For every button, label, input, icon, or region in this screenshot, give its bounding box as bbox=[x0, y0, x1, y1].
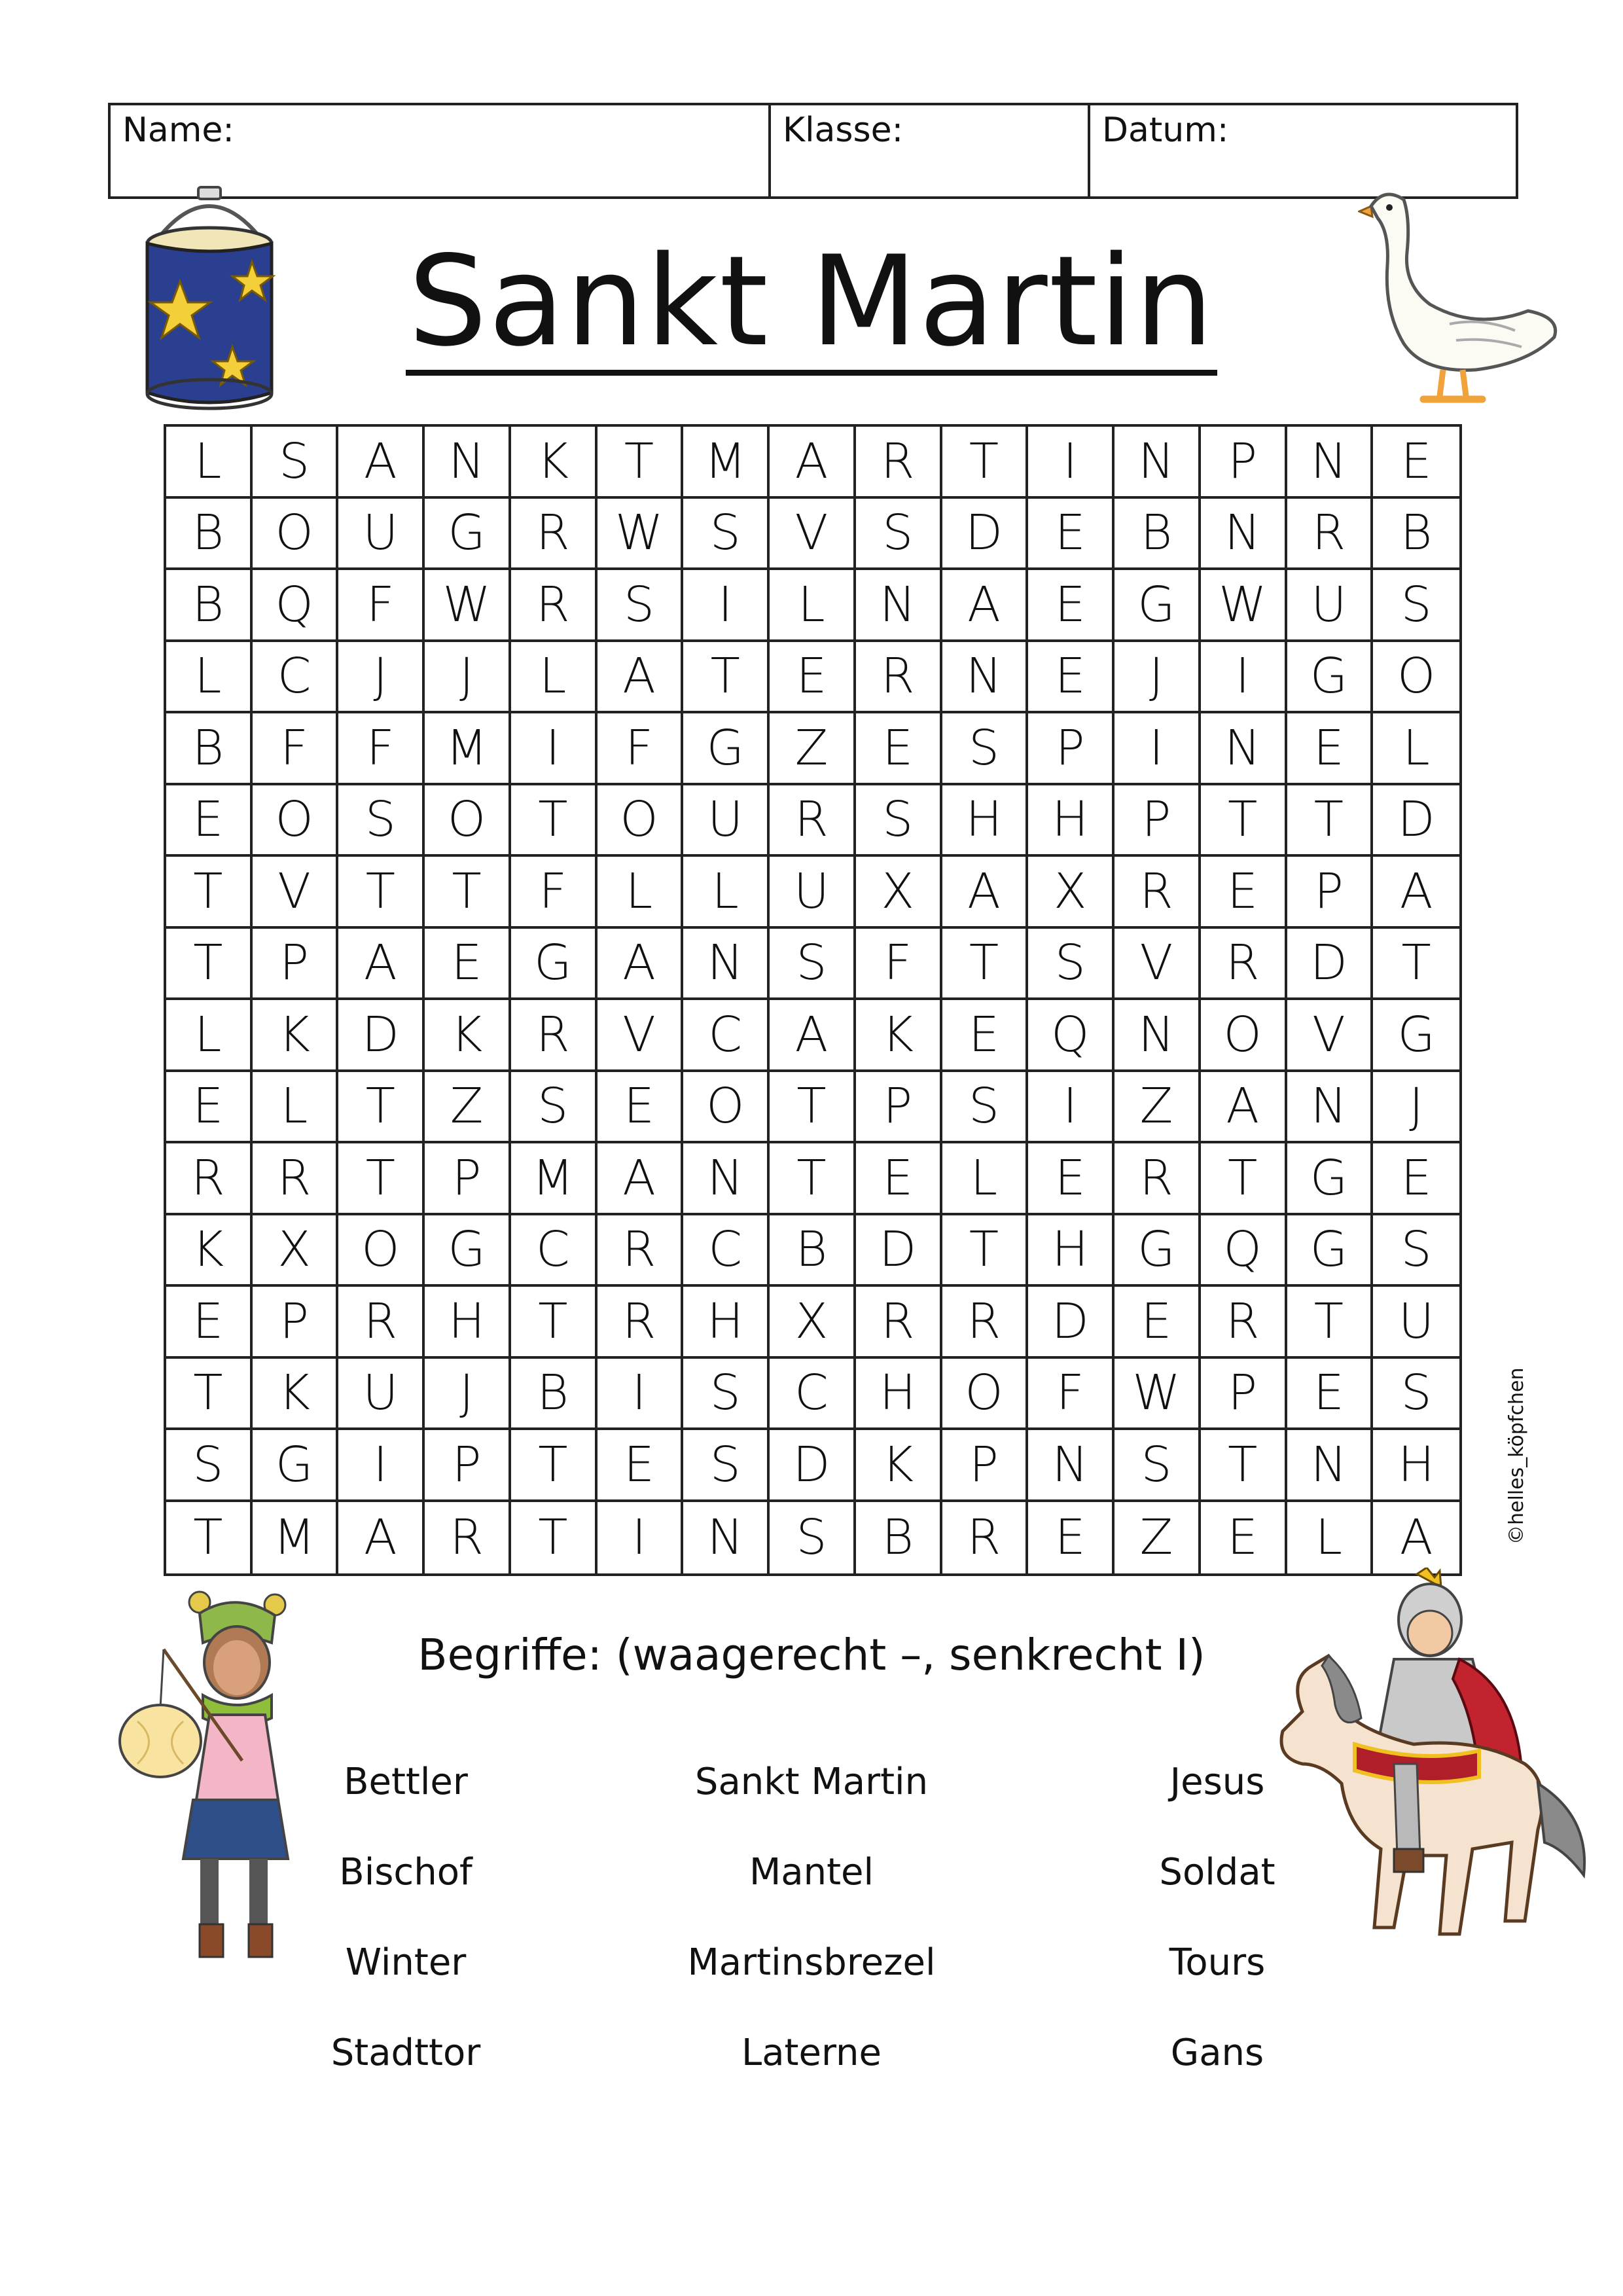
grid-cell[interactable]: I bbox=[683, 570, 770, 642]
grid-cell[interactable]: R bbox=[856, 427, 942, 499]
grid-cell[interactable]: T bbox=[166, 1359, 253, 1431]
grid-cell[interactable]: A bbox=[338, 929, 425, 1001]
grid-cell[interactable]: S bbox=[770, 929, 856, 1001]
grid-cell[interactable]: R bbox=[1201, 929, 1287, 1001]
grid-cell[interactable]: S bbox=[942, 1072, 1029, 1144]
grid-cell[interactable]: N bbox=[1115, 427, 1201, 499]
grid-cell[interactable]: B bbox=[166, 499, 253, 571]
grid-cell[interactable]: T bbox=[338, 1072, 425, 1144]
grid-cell[interactable]: K bbox=[253, 1000, 339, 1072]
grid-cell[interactable]: R bbox=[1201, 1287, 1287, 1359]
grid-cell[interactable]: A bbox=[338, 427, 425, 499]
grid-cell[interactable]: O bbox=[942, 1359, 1029, 1431]
grid-cell[interactable]: E bbox=[1201, 857, 1287, 929]
word-list-item: Bettler bbox=[344, 1761, 468, 1803]
grid-cell[interactable]: V bbox=[253, 857, 339, 929]
word-list-item: Stadttor bbox=[330, 2032, 481, 2074]
grid-cell[interactable]: T bbox=[1373, 929, 1459, 1001]
grid-cell[interactable]: V bbox=[770, 499, 856, 571]
grid-cell[interactable]: R bbox=[942, 1502, 1029, 1574]
grid-cell[interactable]: J bbox=[1115, 642, 1201, 714]
grid-cell[interactable]: L bbox=[770, 570, 856, 642]
grid-cell[interactable]: B bbox=[511, 1359, 597, 1431]
grid-cell[interactable]: S bbox=[1373, 1359, 1459, 1431]
grid-cell[interactable]: C bbox=[683, 1000, 770, 1072]
word-list-item: Soldat bbox=[1159, 1851, 1275, 1893]
grid-cell[interactable]: C bbox=[511, 1215, 597, 1287]
grid-cell[interactable]: G bbox=[1287, 1215, 1374, 1287]
grid-cell[interactable]: F bbox=[856, 929, 942, 1001]
grid-cell[interactable]: L bbox=[1373, 713, 1459, 785]
grid-cell[interactable]: E bbox=[942, 1000, 1029, 1072]
grid-cell[interactable]: I bbox=[1028, 427, 1115, 499]
grid-cell[interactable]: V bbox=[1287, 1000, 1374, 1072]
grid-cell[interactable]: J bbox=[1373, 1072, 1459, 1144]
grid-cell[interactable]: H bbox=[1028, 785, 1115, 857]
grid-cell[interactable]: E bbox=[1028, 1143, 1115, 1215]
grid-cell[interactable]: P bbox=[425, 1143, 511, 1215]
grid-cell[interactable]: T bbox=[942, 1215, 1029, 1287]
word-list-item: Martinsbrezel bbox=[687, 1941, 936, 1984]
grid-cell[interactable]: D bbox=[942, 499, 1029, 571]
grid-cell[interactable]: B bbox=[770, 1215, 856, 1287]
grid-cell[interactable]: T bbox=[166, 1502, 253, 1574]
grid-cell[interactable]: V bbox=[597, 1000, 684, 1072]
grid-cell[interactable]: E bbox=[1201, 1502, 1287, 1574]
grid-cell[interactable]: L bbox=[683, 857, 770, 929]
datum-label: Datum: bbox=[1102, 111, 1229, 150]
grid-cell[interactable]: P bbox=[1201, 427, 1287, 499]
grid-cell[interactable]: G bbox=[1287, 1143, 1374, 1215]
grid-cell[interactable]: W bbox=[1201, 570, 1287, 642]
grid-cell[interactable]: M bbox=[425, 713, 511, 785]
grid-cell[interactable]: N bbox=[1028, 1430, 1115, 1502]
grid-cell[interactable]: N bbox=[683, 1502, 770, 1574]
grid-cell[interactable]: E bbox=[166, 785, 253, 857]
grid-cell[interactable]: B bbox=[166, 570, 253, 642]
grid-cell[interactable]: S bbox=[1115, 1430, 1201, 1502]
grid-cell[interactable]: B bbox=[856, 1502, 942, 1574]
grid-cell[interactable]: W bbox=[1115, 1359, 1201, 1431]
credit-text: ©helles_köpfchen bbox=[1505, 1367, 1528, 1545]
grid-cell[interactable]: S bbox=[770, 1502, 856, 1574]
grid-cell[interactable]: O bbox=[338, 1215, 425, 1287]
word-list-item: Gans bbox=[1170, 2032, 1264, 2074]
grid-cell[interactable]: T bbox=[1201, 785, 1287, 857]
grid-cell[interactable]: O bbox=[1373, 642, 1459, 714]
grid-cell[interactable]: B bbox=[1373, 499, 1459, 571]
grid-cell[interactable]: S bbox=[253, 427, 339, 499]
grid-cell[interactable]: C bbox=[683, 1215, 770, 1287]
grid-cell[interactable]: N bbox=[1287, 1430, 1374, 1502]
grid-cell[interactable]: L bbox=[942, 1143, 1029, 1215]
grid-cell[interactable]: P bbox=[253, 1287, 339, 1359]
grid-cell[interactable]: P bbox=[1115, 785, 1201, 857]
grid-cell[interactable]: A bbox=[770, 1000, 856, 1072]
grid-cell[interactable]: K bbox=[856, 1000, 942, 1072]
grid-cell[interactable]: T bbox=[511, 785, 597, 857]
grid-cell[interactable]: M bbox=[511, 1143, 597, 1215]
word-list-item: Winter bbox=[345, 1941, 467, 1984]
grid-cell[interactable]: L bbox=[511, 642, 597, 714]
grid-cell[interactable]: E bbox=[1028, 570, 1115, 642]
grid-cell[interactable]: R bbox=[338, 1287, 425, 1359]
grid-cell[interactable]: G bbox=[425, 499, 511, 571]
klasse-field[interactable] bbox=[768, 105, 1088, 196]
word-list-heading: Begriffe: (waagerecht –, senkrecht I) bbox=[418, 1630, 1205, 1680]
grid-cell[interactable]: G bbox=[1287, 642, 1374, 714]
grid-cell[interactable]: I bbox=[1201, 642, 1287, 714]
grid-cell[interactable]: I bbox=[597, 1502, 684, 1574]
grid-cell[interactable]: L bbox=[597, 857, 684, 929]
grid-cell[interactable]: H bbox=[1028, 1215, 1115, 1287]
grid-cell[interactable]: R bbox=[511, 570, 597, 642]
grid-cell[interactable]: S bbox=[856, 785, 942, 857]
grid-cell[interactable]: N bbox=[425, 427, 511, 499]
grid-cell[interactable]: U bbox=[338, 1359, 425, 1431]
grid-cell[interactable]: N bbox=[683, 1143, 770, 1215]
grid-cell[interactable]: E bbox=[425, 929, 511, 1001]
name-label: Name: bbox=[122, 111, 234, 150]
grid-cell[interactable]: R bbox=[1287, 499, 1374, 571]
grid-cell[interactable]: S bbox=[683, 499, 770, 571]
grid-cell[interactable]: T bbox=[942, 427, 1029, 499]
grid-cell[interactable]: R bbox=[942, 1287, 1029, 1359]
grid-cell[interactable]: B bbox=[1115, 499, 1201, 571]
grid-cell[interactable]: R bbox=[511, 499, 597, 571]
grid-cell[interactable]: S bbox=[856, 499, 942, 571]
grid-cell[interactable]: N bbox=[942, 642, 1029, 714]
word-list-item: Mantel bbox=[749, 1851, 874, 1893]
word-search-grid bbox=[164, 424, 1462, 1576]
grid-cell[interactable]: A bbox=[1399, 1509, 1433, 1566]
grid-cell[interactable]: A bbox=[597, 642, 684, 714]
grid-cell[interactable]: S bbox=[942, 713, 1029, 785]
grid-cell[interactable]: B bbox=[166, 713, 253, 785]
grid-cell[interactable]: D bbox=[338, 1000, 425, 1072]
grid-cell[interactable]: N bbox=[1201, 713, 1287, 785]
grid-cell[interactable]: T bbox=[166, 929, 253, 1001]
grid-cell[interactable]: D bbox=[1028, 1287, 1115, 1359]
grid-cell[interactable]: L bbox=[166, 1000, 253, 1072]
grid-cell[interactable]: I bbox=[597, 1359, 684, 1431]
grid-cell[interactable]: H bbox=[942, 785, 1029, 857]
grid-cell[interactable]: S bbox=[1028, 929, 1115, 1001]
grid-cell[interactable]: V bbox=[1115, 929, 1201, 1001]
grid-cell[interactable]: E bbox=[166, 1072, 253, 1144]
grid-cell[interactable]: U bbox=[770, 857, 856, 929]
grid-cell[interactable]: A bbox=[942, 570, 1029, 642]
grid-cell[interactable]: N bbox=[1287, 1072, 1374, 1144]
grid-cell[interactable]: T bbox=[1287, 1287, 1374, 1359]
grid-cell[interactable]: I bbox=[1115, 713, 1201, 785]
grid-cell[interactable]: E bbox=[1373, 427, 1459, 499]
grid-cell[interactable]: O bbox=[253, 499, 339, 571]
grid-cell[interactable]: E bbox=[856, 713, 942, 785]
title-text: Sankt Martin bbox=[406, 236, 1218, 376]
grid-cell[interactable]: Z bbox=[1115, 1072, 1201, 1144]
grid-cell[interactable]: T bbox=[511, 1502, 597, 1574]
grid-cell[interactable]: Z bbox=[770, 713, 856, 785]
grid-cell[interactable]: D bbox=[770, 1430, 856, 1502]
grid-cell[interactable]: K bbox=[425, 1000, 511, 1072]
grid-cell[interactable]: S bbox=[597, 570, 684, 642]
grid-cell[interactable]: R bbox=[511, 1000, 597, 1072]
grid-cell[interactable]: E bbox=[1028, 642, 1115, 714]
grid-cell[interactable]: R bbox=[166, 1143, 253, 1215]
grid-cell[interactable]: A bbox=[338, 1502, 425, 1574]
word-list-item: Sankt Martin bbox=[694, 1761, 929, 1803]
grid-cell[interactable]: R bbox=[425, 1502, 511, 1574]
word-list-item: Tours bbox=[1169, 1941, 1266, 1984]
grid-cell[interactable]: M bbox=[683, 427, 770, 499]
grid-cell[interactable]: L bbox=[1287, 1502, 1374, 1574]
grid-cell[interactable]: E bbox=[166, 1287, 253, 1359]
grid-cell[interactable]: H bbox=[683, 1287, 770, 1359]
grid-cell[interactable]: P bbox=[253, 929, 339, 1001]
grid-cell[interactable]: S bbox=[511, 1072, 597, 1144]
grid-cell[interactable]: U bbox=[1373, 1287, 1459, 1359]
grid-cell[interactable]: P bbox=[856, 1072, 942, 1144]
grid-cell[interactable]: L bbox=[166, 427, 253, 499]
grid-cell[interactable]: G bbox=[1115, 1215, 1201, 1287]
grid-cell[interactable]: P bbox=[425, 1430, 511, 1502]
grid-cell[interactable]: F bbox=[338, 570, 425, 642]
grid-cell[interactable]: F bbox=[253, 713, 339, 785]
grid-cell[interactable]: R bbox=[856, 642, 942, 714]
grid-cell[interactable]: O bbox=[253, 785, 339, 857]
grid-cell[interactable]: I bbox=[511, 713, 597, 785]
grid-cell[interactable]: E bbox=[1115, 1287, 1201, 1359]
grid-cell[interactable]: P bbox=[1028, 713, 1115, 785]
grid-cell[interactable]: T bbox=[511, 1430, 597, 1502]
grid-cell[interactable]: E bbox=[1373, 1143, 1459, 1215]
grid-cell[interactable]: S bbox=[338, 785, 425, 857]
grid-cell[interactable]: O bbox=[1201, 1000, 1287, 1072]
grid-cell[interactable]: G bbox=[425, 1215, 511, 1287]
grid-cell[interactable]: R bbox=[253, 1143, 339, 1215]
grid-cell[interactable]: T bbox=[338, 857, 425, 929]
grid-cell[interactable]: I bbox=[1028, 1072, 1115, 1144]
grid-cell[interactable]: M bbox=[253, 1502, 339, 1574]
grid-cell[interactable]: R bbox=[1115, 1143, 1201, 1215]
page-title bbox=[0, 229, 1623, 376]
grid-cell[interactable]: T bbox=[683, 642, 770, 714]
grid-cell[interactable]: D bbox=[1287, 929, 1374, 1001]
grid-cell[interactable]: D bbox=[856, 1215, 942, 1287]
grid-cell[interactable]: T bbox=[425, 857, 511, 929]
grid-cell[interactable]: G bbox=[1115, 570, 1201, 642]
grid-cell[interactable]: A bbox=[597, 1143, 684, 1215]
grid-cell[interactable]: T bbox=[770, 1072, 856, 1144]
grid-cell[interactable]: J bbox=[425, 1359, 511, 1431]
grid-cell[interactable]: I bbox=[338, 1430, 425, 1502]
grid-cell[interactable]: T bbox=[1201, 1430, 1287, 1502]
grid-cell[interactable]: X bbox=[253, 1215, 339, 1287]
grid-cell[interactable]: H bbox=[856, 1359, 942, 1431]
header-box bbox=[108, 103, 1518, 199]
grid-cell[interactable]: F bbox=[338, 713, 425, 785]
grid-cell[interactable]: E bbox=[1287, 713, 1374, 785]
grid-cell[interactable]: Q bbox=[253, 570, 339, 642]
grid-cell[interactable]: S bbox=[683, 1359, 770, 1431]
klasse-label: Klasse: bbox=[783, 111, 904, 150]
grid-cell[interactable]: A bbox=[1201, 1072, 1287, 1144]
grid-cell[interactable]: K bbox=[856, 1430, 942, 1502]
grid-cell[interactable]: R bbox=[597, 1215, 684, 1287]
grid-cell[interactable]: K bbox=[511, 427, 597, 499]
grid-cell[interactable]: F bbox=[597, 713, 684, 785]
grid-cell[interactable]: D bbox=[1373, 785, 1459, 857]
grid-cell[interactable]: U bbox=[338, 499, 425, 571]
word-list-item: Laterne bbox=[741, 2032, 882, 2074]
grid-cell[interactable]: X bbox=[856, 857, 942, 929]
grid-cell[interactable]: J bbox=[425, 642, 511, 714]
grid-cell[interactable]: N bbox=[1287, 427, 1374, 499]
grid-cell[interactable]: F bbox=[1028, 1359, 1115, 1431]
grid-cell[interactable]: S bbox=[166, 1430, 253, 1502]
word-list-item: Bischof bbox=[339, 1851, 473, 1893]
grid-cell[interactable]: U bbox=[1287, 570, 1374, 642]
word-list-item: Jesus bbox=[1169, 1761, 1265, 1803]
grid-cell[interactable]: R bbox=[597, 1287, 684, 1359]
grid-cell[interactable]: O bbox=[683, 1072, 770, 1144]
grid-cell[interactable]: G bbox=[511, 929, 597, 1001]
grid-cell[interactable]: U bbox=[683, 785, 770, 857]
grid-cell[interactable]: G bbox=[253, 1430, 339, 1502]
grid-cell[interactable]: C bbox=[770, 1359, 856, 1431]
grid-cell[interactable]: T bbox=[166, 857, 253, 929]
grid-cell[interactable]: T bbox=[338, 1143, 425, 1215]
grid-cell[interactable]: E bbox=[597, 1072, 684, 1144]
grid-cell[interactable]: N bbox=[1115, 1000, 1201, 1072]
grid-cell[interactable]: T bbox=[770, 1143, 856, 1215]
grid-cell[interactable]: X bbox=[770, 1287, 856, 1359]
grid-cell[interactable]: T bbox=[1287, 785, 1374, 857]
grid-cell[interactable]: C bbox=[253, 642, 339, 714]
grid-cell[interactable]: O bbox=[597, 785, 684, 857]
grid-cell[interactable]: T bbox=[511, 1287, 597, 1359]
grid-cell[interactable]: W bbox=[425, 570, 511, 642]
grid-cell[interactable]: A bbox=[597, 929, 684, 1001]
grid-cell[interactable]: G bbox=[1373, 1000, 1459, 1072]
grid-cell[interactable]: W bbox=[597, 499, 684, 571]
grid-cell[interactable]: Z bbox=[1115, 1502, 1201, 1574]
grid-cell[interactable]: O bbox=[425, 785, 511, 857]
grid-cell[interactable]: S bbox=[683, 1430, 770, 1502]
grid-cell[interactable]: E bbox=[1028, 1502, 1115, 1574]
grid-cell[interactable]: E bbox=[1287, 1359, 1374, 1431]
grid-cell[interactable]: L bbox=[253, 1072, 339, 1144]
grid-cell[interactable]: G bbox=[683, 713, 770, 785]
grid-cell[interactable]: K bbox=[253, 1359, 339, 1431]
grid-cell[interactable]: T bbox=[1201, 1143, 1287, 1215]
grid-cell[interactable]: R bbox=[770, 785, 856, 857]
grid-cell[interactable]: K bbox=[166, 1215, 253, 1287]
grid-cell[interactable]: E bbox=[597, 1430, 684, 1502]
grid-cell[interactable]: Q bbox=[1201, 1215, 1287, 1287]
grid-cell[interactable]: X bbox=[1028, 857, 1115, 929]
grid-cell[interactable]: Z bbox=[425, 1072, 511, 1144]
grid-cell[interactable]: J bbox=[338, 642, 425, 714]
grid-cell[interactable]: P bbox=[1201, 1359, 1287, 1431]
grid-cell[interactable]: E bbox=[856, 1143, 942, 1215]
grid-cell[interactable]: T bbox=[597, 427, 684, 499]
grid-cell[interactable]: L bbox=[166, 642, 253, 714]
grid-cell[interactable]: R bbox=[1115, 857, 1201, 929]
grid-cell[interactable]: N bbox=[1201, 499, 1287, 571]
grid-cell[interactable]: H bbox=[425, 1287, 511, 1359]
grid-cell[interactable]: S bbox=[1373, 570, 1459, 642]
grid-cell[interactable]: S bbox=[1373, 1215, 1459, 1287]
grid-cell[interactable]: H bbox=[1373, 1430, 1459, 1502]
grid-cell[interactable]: Q bbox=[1028, 1000, 1115, 1072]
grid-cell[interactable]: A bbox=[1373, 857, 1459, 929]
grid-cell[interactable]: P bbox=[1287, 857, 1374, 929]
grid-cell[interactable]: E bbox=[770, 642, 856, 714]
grid-cell[interactable]: E bbox=[1028, 499, 1115, 571]
grid-cell[interactable]: N bbox=[856, 570, 942, 642]
grid-cell[interactable]: N bbox=[683, 929, 770, 1001]
grid-cell[interactable]: T bbox=[942, 929, 1029, 1001]
grid-cell[interactable]: F bbox=[511, 857, 597, 929]
grid-cell[interactable]: P bbox=[942, 1430, 1029, 1502]
grid-cell[interactable]: A bbox=[770, 427, 856, 499]
grid-cell[interactable]: R bbox=[856, 1287, 942, 1359]
grid-cell[interactable]: A bbox=[942, 857, 1029, 929]
